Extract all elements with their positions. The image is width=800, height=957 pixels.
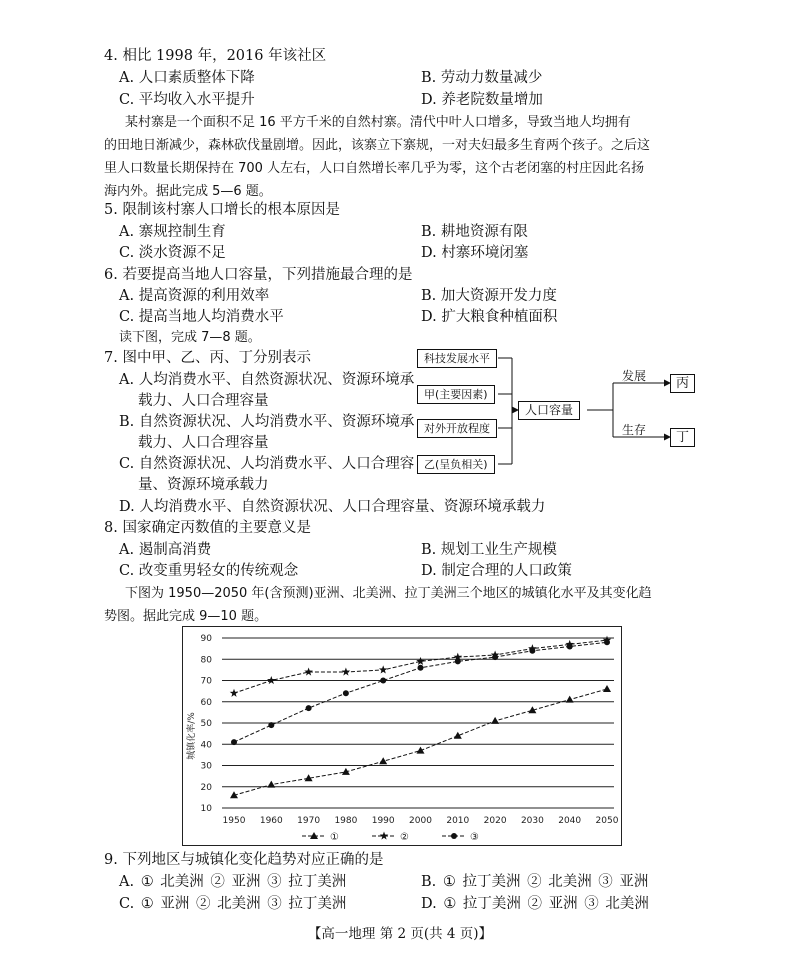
flow-box-ding: 丁 [670, 428, 695, 447]
flow-box-bing: 丙 [670, 374, 695, 393]
series-2-point [379, 665, 388, 673]
q5-stem: 5. 限制该村寨人口增长的根本原因是 [104, 202, 340, 218]
y-tick-label: 90 [200, 634, 212, 644]
y-tick-label: 20 [200, 782, 212, 793]
series-3-point [492, 654, 498, 660]
y-tick-label: 80 [200, 655, 212, 666]
series-1-point [454, 732, 462, 739]
q4-stem: 4. 相比 1998 年，2016 年该社区 [104, 48, 327, 64]
series-1-point [603, 685, 611, 692]
q4-option-d: D. 养老院数量增加 [421, 92, 543, 108]
series-3-point [306, 705, 312, 711]
q4-option-a: A. 人口素质整体下降 [119, 70, 255, 86]
chart-y-axis-label: 城镇化率/% [187, 712, 197, 760]
q8-option-a: A. 遏制高消费 [119, 542, 212, 558]
q7-option-b-line1: B. 自然资源状况、人均消费水平、资源环境承 [119, 414, 415, 430]
y-tick-label: 10 [200, 804, 212, 814]
flow-box-yi: 乙(呈负相关) [417, 455, 495, 474]
urbanization-chart [182, 626, 622, 846]
read-figure-note: 读下图，完成 7—8 题。 [119, 330, 261, 345]
q6-option-c: C. 提高当地人均消费水平 [119, 309, 284, 325]
y-tick-label: 60 [200, 697, 212, 708]
passage2-line-2: 势图。据此完成 9—10 题。 [104, 609, 268, 624]
q8-stem: 8. 国家确定丙数值的主要意义是 [104, 520, 311, 536]
q8-option-b: B. 规划工业生产规模 [421, 542, 557, 558]
q5-option-b: B. 耕地资源有限 [421, 224, 528, 240]
x-tick-label: 2050 [595, 816, 619, 826]
x-tick-label: 2020 [483, 816, 507, 826]
flow-box-openness: 对外开放程度 [417, 419, 497, 438]
series-line-1 [234, 689, 607, 795]
flow-label-develop: 发展 [622, 369, 647, 383]
legend-marker-2 [380, 832, 389, 840]
q6-option-b: B. 加大资源开发力度 [421, 288, 557, 304]
q7-stem: 7. 图中甲、乙、丙、丁分别表示 [104, 350, 311, 366]
series-1-point [417, 747, 425, 754]
y-tick-label: 50 [200, 719, 212, 729]
series-3-point [567, 644, 573, 650]
legend-label-1: ① [330, 832, 339, 843]
q7-option-b-line2: 载力、人口合理容量 [138, 435, 269, 451]
q6-stem: 6. 若要提高当地人口容量，下列措施最合理的是 [104, 267, 413, 283]
q7-option-d: D. 人均消费水平、自然资源状况、人口合理容量、资源环境承载力 [119, 499, 546, 515]
x-tick-label: 2030 [520, 816, 544, 826]
q9-option-d: D. ① 拉丁美洲 ② 亚洲 ③ 北美洲 [421, 896, 649, 912]
series-3-point [231, 739, 237, 745]
q6-option-d: D. 扩大粮食种植面积 [421, 309, 558, 325]
flow-box-tech-level: 科技发展水平 [417, 349, 497, 368]
series-3-point [418, 665, 424, 671]
x-tick-label: 1960 [259, 816, 283, 826]
q7-option-c-line2: 量、资源环境承载力 [138, 477, 269, 493]
q8-option-d: D. 制定合理的人口政策 [421, 563, 572, 579]
q5-option-d: D. 村寨环境闭塞 [421, 245, 529, 261]
x-tick-label: 2010 [446, 816, 470, 826]
q5-option-a: A. 寨规控制生育 [119, 224, 226, 240]
series-3-point [380, 678, 386, 684]
q9-stem: 9. 下列地区与城镇化变化趋势对应正确的是 [104, 852, 384, 868]
series-3-point [529, 648, 535, 654]
series-2-point [342, 668, 351, 676]
legend-marker-3 [451, 833, 457, 839]
y-tick-label: 70 [200, 676, 212, 687]
q5-option-c: C. 淡水资源不足 [119, 245, 226, 261]
legend-label-2: ② [400, 832, 409, 843]
q4-option-c: C. 平均收入水平提升 [119, 92, 255, 108]
series-3-point [604, 639, 610, 645]
q7-option-a-line2: 载力、人口合理容量 [138, 393, 269, 409]
q9-option-a: A. ① 北美洲 ② 亚洲 ③ 拉丁美洲 [119, 874, 347, 890]
series-2-point [230, 689, 239, 697]
series-1-point [566, 696, 574, 703]
x-tick-label: 2000 [409, 816, 432, 826]
q8-option-c: C. 改变重男轻女的传统观念 [119, 563, 299, 579]
y-tick-label: 30 [200, 761, 212, 772]
q7-option-c-line1: C. 自然资源状况、人均消费水平、人口合理容 [119, 456, 415, 472]
page-footer: 【高一地理 第 2 页(共 4 页)】 [307, 926, 493, 942]
x-tick-label: 2040 [558, 816, 582, 826]
flow-box-jia: 甲(主要因素) [417, 385, 495, 404]
passage2-line-1: 下图为 1950—2050 年(含预测)亚洲、北美洲、拉丁美洲三个地区的城镇化水平及其变化趋 [125, 586, 652, 601]
series-3-point [343, 690, 349, 696]
q4-option-b: B. 劳动力数量减少 [421, 70, 543, 86]
q9-option-b: B. ① 拉丁美洲 ② 北美洲 ③ 亚洲 [421, 874, 649, 890]
q7-option-a-line1: A. 人均消费水平、自然资源状况、资源环境承 [119, 372, 415, 388]
q6-option-a: A. 提高资源的利用效率 [119, 288, 270, 304]
passage1-line-3: 里人口数量长期保持在 700 人左右，人口自然增长率几乎为零，这个古老闭塞的村庄因此名扬 [104, 161, 645, 176]
legend-label-3: ③ [470, 832, 479, 843]
x-tick-label: 1990 [371, 816, 395, 826]
series-2-point [304, 668, 313, 676]
series-1-point [267, 781, 275, 788]
y-tick-label: 40 [200, 740, 212, 751]
passage1-line-2: 的田地日渐减少，森林砍伐量剧增。因此，该寨立下寨规，一对夫妇最多生育两个孩子。之后这 [104, 138, 651, 153]
series-3-point [455, 658, 461, 664]
series-2-point [267, 676, 276, 684]
passage1-line-4: 海内外。据此完成 5—6 题。 [104, 184, 272, 199]
passage1-line-1: 某村寨是一个面积不足 16 平方千米的自然村寨。清代中叶人口增多，导致当地人均拥有 [125, 115, 631, 130]
x-tick-label: 1980 [334, 816, 358, 826]
flow-box-population-capacity: 人口容量 [518, 401, 580, 420]
x-tick-label: 1950 [222, 816, 246, 826]
series-1-point [491, 717, 499, 724]
flow-label-survive: 生存 [622, 423, 647, 437]
series-3-point [268, 722, 274, 728]
q9-option-c: C. ① 亚洲 ② 北美洲 ③ 拉丁美洲 [119, 896, 347, 912]
x-tick-label: 1970 [297, 816, 321, 826]
